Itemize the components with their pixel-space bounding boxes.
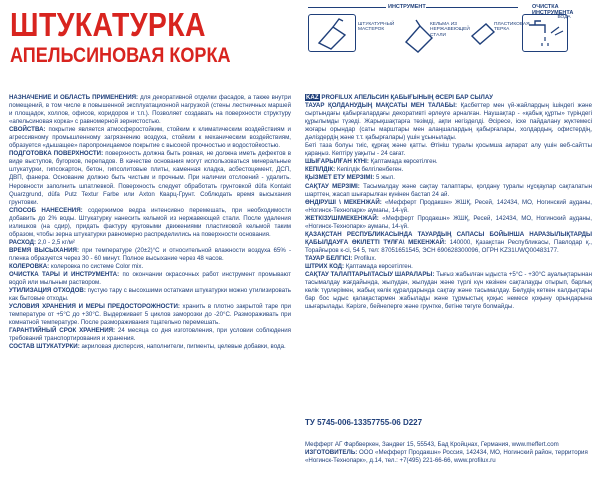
tu-code: ТУ 5745-006-13357755-06 D227 bbox=[305, 418, 423, 427]
paragraph-text: для декоративной отделки фасадов, а также внутри помещений, в том числе в повышенной эксплуатационной нагрузкой (стены лестничных маршей и площадок, холлов, офисов, коридоров и т.п.). Позволяет создавать на поверхности структуру «апельсиновая корка» с равномерной зернистостью. bbox=[9, 94, 291, 126]
paragraph-text: Қаптамада көрсетілген. bbox=[368, 158, 438, 166]
instrument-header: ИНСТРУМЕНТ bbox=[388, 4, 426, 10]
paragraph bbox=[305, 199, 592, 215]
paragraph-heading: ҚЫЗМЕТ ЕТУ МЕРЗІМІ: bbox=[305, 174, 375, 182]
paragraph bbox=[305, 441, 592, 449]
paragraph bbox=[9, 239, 291, 247]
paragraph bbox=[305, 174, 592, 182]
paragraph-text: колеровка по системе Color mix. bbox=[49, 262, 144, 270]
paragraph-heading: ТАУАР ҚОЛДАНУДЫҢ МАҚСАТЫ МЕН ТАЛАБЫ: bbox=[305, 102, 458, 110]
paragraph-text: Кепілдік белгіленбеген. bbox=[335, 166, 404, 174]
paragraph-heading: ПОДГОТОВКА ПОВЕРХНОСТИ: bbox=[9, 150, 104, 158]
paragraph bbox=[305, 158, 592, 166]
paragraph-text: пустую тару с высохшими остатками штукатурки можно утилизировать как бытовые отходы. bbox=[9, 287, 292, 303]
paragraph bbox=[305, 263, 592, 271]
paragraph-text: Тасымалдау және сақтау талаптары, қолдану туралы нұсқаулар сақталатын шарттен, жасап шығарылған күнінен бастап 24 ай. bbox=[305, 182, 592, 198]
cleaning-header: ОЧИСТКА ИНСТРУМЕНТА bbox=[532, 4, 574, 16]
paragraph bbox=[9, 327, 291, 343]
paragraph-heading: РАСХОД: bbox=[9, 238, 37, 246]
paragraph-text: 24 месяца со дня изготовления, при условии соблюдения требований транспортирования и хранения. bbox=[9, 327, 291, 343]
paragraph bbox=[9, 207, 291, 239]
paragraph-heading: КОЛЕРОВКА: bbox=[9, 262, 50, 270]
paragraph bbox=[9, 287, 291, 303]
paragraph-heading: ВРЕМЯ ВЫСЫХАНИЯ: bbox=[9, 246, 79, 254]
paragraph-text: по окончании окрасочных работ инструмент промывают водой или мыльным раствором. bbox=[9, 271, 291, 287]
paragraph-heading: ЖЕТКІЗУШІ\МЕКЕНЖАЙ: bbox=[305, 214, 379, 222]
paragraph bbox=[9, 271, 291, 287]
kaz-language-badge: KAZ bbox=[306, 94, 319, 101]
paragraph-heading: УСЛОВИЯ ХРАНЕНИЯ И МЕРЫ ПРЕДОСТОРОЖНОСТИ: bbox=[9, 303, 180, 311]
paragraph-text: хранить в плотно закрытой таре при температуре от +5°С до +30°С. Выдерживает 5 циклов заморозки до -20°С. Размораживать при комнатной температуре. После размораживания тщательно перемешать. bbox=[9, 303, 291, 327]
tools-panel bbox=[300, 4, 592, 82]
paragraph-heading: САҚТАУ ТАЛАПТАРЫ\ТАСЫУ ШАРАЛАРЫ: bbox=[305, 271, 435, 279]
title-sub: АПЕЛЬСИНОВАЯ КОРКА bbox=[10, 44, 231, 67]
header-rule-left bbox=[308, 7, 386, 8]
paragraph-text: Беті таза болуы тиіс, құрғақ және қатты. Өтініш туралы қосымша ақпарат алу үшін веб-сайтты қараңыз. Кептіру уақыты - 24 сағат. bbox=[305, 142, 592, 158]
paragraph-heading: НАЗНАЧЕНИЕ И ОБЛАСТЬ ПРИМЕНЕНИЯ: bbox=[9, 94, 139, 101]
paragraph-heading: ҚАЗАҚСТАН РЕСПУБЛИКАСЫНДА ТАУАРДЫҢ САПАСЫ БОЙЫНША НАРАЗЫЛЫҚТАРДЫ ҚАБЫЛДАУҒА ӨКІЛЕТТІ ТҰЛҒА\ МЕКЕНЖАЙ: bbox=[305, 230, 592, 246]
paragraph-text: 2,0 - 2,5 кг/м² bbox=[36, 238, 75, 246]
paragraph bbox=[305, 142, 592, 158]
paragraph bbox=[9, 150, 291, 206]
paragraph bbox=[305, 215, 592, 231]
tool-label-float: ПЛАСТИКОВАЯ ТЕРКА bbox=[494, 22, 530, 33]
paragraph-heading: КЕПІЛДІК: bbox=[305, 166, 336, 174]
product-title bbox=[10, 8, 266, 68]
paragraph-heading: ГАРАНТИЙНЫЙ СРОК ХРАНЕНИЯ: bbox=[9, 327, 116, 335]
paragraph-heading: СОСТАВ ШТУКАТУРКИ: bbox=[9, 343, 80, 351]
paragraph-heading: ШЫҒАРЫЛҒАН КҮНІ: bbox=[305, 158, 369, 166]
faucet-icon bbox=[523, 15, 569, 53]
title-main: ШТУКАТУРКА bbox=[10, 6, 206, 43]
paragraph-text: Мефферт АГ Фарбверкен, Зандвег 15, 55543, Бад Кройцнах, Германия, www.meffert.com bbox=[305, 441, 559, 448]
paragraph-text: 140000, Қазақстан Республикасы, Павлодар қ., Торайғыров к-сі, 54 5, тел: 87051651545, ЭСН 690628300096, ОГРН KZ31UWQ00483177. bbox=[305, 238, 592, 254]
paragraph bbox=[305, 255, 592, 263]
paragraph bbox=[305, 166, 592, 174]
paragraph bbox=[305, 94, 592, 102]
tool-label-kelma: КЕЛЬМА ИЗ НЕРЖАВЕЮЩЕЙ СТАЛИ bbox=[430, 22, 470, 38]
paragraph-heading: УТИЛИЗАЦИЯ ОТХОДОВ: bbox=[9, 287, 86, 295]
paragraph bbox=[9, 263, 291, 271]
paragraph bbox=[305, 449, 592, 465]
paragraph-heading: ӨНДІРУШІ \ МЕКЕНЖАЙ: bbox=[305, 198, 382, 206]
paragraph-text: покрытие является атмосферостойким, стойким к климатическим воздействиям и агрессивному промышленному загрязнению воздуха, стойким к механическим воздействиям, образуется «дышащее» паропроницаемое покрытие с высокой прочностью и водостойкостью. bbox=[9, 126, 291, 150]
paragraph-text: «Мефферт Продакшн» ЖШҚ, Ресей, 142434, МО, Ногинский ауданы, «Ногинск-Технопарк» аумағы, 14-үй. bbox=[305, 214, 592, 230]
paragraph bbox=[9, 126, 291, 150]
water-label: ВОДА bbox=[557, 15, 571, 20]
paragraph bbox=[305, 271, 592, 311]
paragraph-heading: ОЧИСТКА ТАРЫ И ИНСТРУМЕНТА: bbox=[9, 271, 120, 279]
paragraph-text: Қаптамада көрсетілген. bbox=[344, 262, 413, 270]
paragraph-heading: ТАУАР БЕЛГІСІ: bbox=[305, 254, 353, 262]
paragraph-heading: ИЗГОТОВИТЕЛЬ: bbox=[305, 449, 358, 457]
paragraph-text: Қасбеттер мен үй-жайлардың ішіндегі және сыртындағы қабырғалардағы декоративті әрлеуге арналған. Наушақтар - «қабық құрты» түріндегі құрылымды түзеді. Жарықшақтарға төзімді, ақпи негізделді. Әсіресе, іске пайдалану жүктемесі жоғары орындар (саты марштары мен алаңшалардың қабырғалары, холдардың, офистердің, дәліздердің және т.т. қабырғалары) үшін ұсынылады. bbox=[305, 102, 592, 142]
paragraph-text: «Мефферт Продакшн» ЖШҚ, Ресей, 142434, МО, Ногинский ауданы, «Ногинск-Технопарк» аумағы, 14-үй. bbox=[305, 198, 592, 214]
paragraph bbox=[305, 102, 592, 142]
paragraph-text: при температуре (20±2)°С и относительной влажности воздуха 65% - пленка образуется через 30 - 60 минут. Полное высыхание через 48 часов. bbox=[9, 246, 291, 262]
manufacturer-info bbox=[305, 441, 592, 465]
paragraph-text: ООО «Мефферт Продакшн» Россия, 142434, МО, Ногинский район, территория «Ногинск-Технопарк», д.14, тел.: +7(495) 221-66-66, www.profilux.ru bbox=[305, 449, 588, 465]
paragraph bbox=[9, 303, 291, 327]
paragraph-heading: PROFILUX АПЕЛЬСИН ҚАБЫҒЫНЫҢ ӘСЕРІ БАР СЫЛАУ bbox=[321, 94, 493, 101]
paragraph-heading: САҚТАУ МЕРЗІМІ: bbox=[305, 182, 360, 190]
paragraph-heading: ШТРИХ КОД: bbox=[305, 262, 345, 270]
paragraph-text: Profilux. bbox=[352, 254, 377, 262]
tool-box-trowel bbox=[308, 14, 356, 52]
paragraph bbox=[9, 343, 291, 351]
paragraph-text: Тығыз жабылған ыдыста +5°С - +30°С ауалықтарынан тасымалдау жағдайында, жылудан, жылудан және түрлі күн көзінен сақталауды отырып, барлық көлік түрлерімен, жабық көлік құралдарында сақтау және тасымалдау. Бөлудің кеткен калдықтары бар бос ыдыс қалақастармен жабылады және тұрмыстық қоқыс немесе қоқыну орындарына шығарылады. Кәрізге, бейнелерге және грунтке, бетіне төгуге болмайды. bbox=[305, 271, 592, 311]
russian-description bbox=[9, 94, 291, 352]
paragraph bbox=[9, 94, 291, 126]
paragraph-text: 5 жыл. bbox=[374, 174, 395, 182]
paragraph-text: содержимое ведра интенсивно перемешать, при необходимости добавить до 2% воды. Штукатурку нанесить кельмой из нержавеющей стали. После удаления излишков (на сдир), придать фактуру круговыми движениями пластиковой кельмой таким образом, чтобы зерна штукатурки равномерно распределились на поверхности основания. bbox=[9, 206, 291, 238]
paragraph-heading: СПОСОБ НАНЕСЕНИЯ: bbox=[9, 206, 83, 214]
paragraph-text: поверхность должна быть ровная, не должна иметь дефектов в виде выступов, бугорков, перепадов. В качестве основания могут использоваться минеральные штукатурки, гипсокартон, бетон, гипсолитовые плиты, каменная кладка, асбестоцемент, ДСП, ДВП, фанера. Основание должно быть чистым и прочным. При наличии отслоений - удалить. Неровности заполнить шпатлевкой. Поверхность следует обработать грунтовкой düfa Kontakt Quarzgrund, düfa Putz Textur Farbe или Axton Кварц-Грунт. Соблюдать время высыхания грунтовки. bbox=[9, 150, 291, 206]
header-rule-right bbox=[426, 7, 518, 8]
paragraph bbox=[305, 231, 592, 255]
paragraph-text: акриловая дисперсия, наполнители, пигменты, целевые добавки, вода. bbox=[79, 343, 286, 351]
paragraph bbox=[305, 183, 592, 199]
kazakh-description bbox=[305, 94, 592, 311]
paragraph bbox=[9, 247, 291, 263]
tool-label-trowel: ШТУКАТУРНЫЙ МАСТЕРОК bbox=[358, 22, 395, 33]
trowel-icon bbox=[309, 15, 357, 53]
paragraph-heading: СВОЙСТВА: bbox=[9, 126, 46, 134]
